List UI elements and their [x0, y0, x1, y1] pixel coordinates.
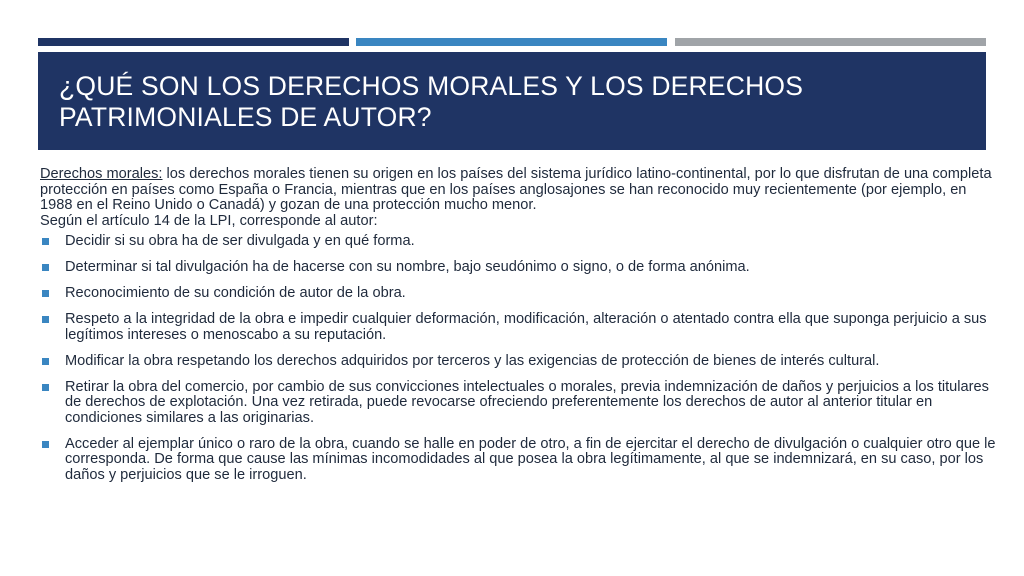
list-item — [40, 312, 1002, 343]
square-bullet-icon — [42, 441, 49, 448]
list-item-text: Acceder al ejemplar único o raro de la obra, cuando se halle en poder de otro, a fin de ejercitar el derecho de divulgación o cualquier otro que le corresponda. De forma que cause las mínimas incomodidades al que posea la obra legítimamente, al que se indemnizará, en su caso, por los daños y perjuicios que se le irroguen. — [65, 435, 996, 483]
list-item — [40, 437, 1002, 484]
square-bullet-icon — [42, 264, 49, 271]
list-item-text: Decidir si su obra ha de ser divulgada y en qué forma. — [65, 233, 415, 249]
list-item — [40, 380, 1002, 427]
intro-lead: Según el artículo 14 de la LPI, corresponde al autor: — [40, 212, 378, 229]
slide-title: ¿QUÉ SON LOS DERECHOS MORALES Y LOS DERECHOS PATRIMONIALES DE AUTOR? — [59, 71, 804, 132]
header-accent-bars — [38, 38, 986, 46]
list-item — [40, 286, 1002, 302]
list-item-text: Reconocimiento de su condición de autor de la obra. — [65, 285, 406, 301]
list-item — [40, 234, 1002, 250]
slide-body — [40, 167, 1002, 494]
square-bullet-icon — [42, 290, 49, 297]
intro-paragraph — [40, 167, 1002, 229]
rights-list — [40, 234, 1002, 483]
accent-bar-dark-blue — [38, 38, 349, 46]
accent-bar-gray — [675, 38, 986, 46]
list-item-text: Modificar la obra respetando los derechos adquiridos por terceros y las exigencias de protección de bienes de interés cultural. — [65, 352, 880, 369]
accent-bar-light-blue — [356, 38, 667, 46]
list-item — [40, 260, 1002, 276]
list-item — [40, 354, 1002, 370]
square-bullet-icon — [42, 316, 49, 323]
intro-term: Derechos morales: — [40, 166, 163, 182]
title-banner — [38, 52, 986, 150]
list-item-text: Retirar la obra del comercio, por cambio de sus convicciones intelectuales o morales, previa indemnización de daños y perjuicios a los titulares de derechos de explotación. Una vez retirada, puede revocarse ofreciendo preferentemente los derechos de autor al anterior titular en condiciones similares a las originarias. — [65, 378, 989, 426]
square-bullet-icon — [42, 238, 49, 245]
list-item-text: Determinar si tal divulgación ha de hacerse con su nombre, bajo seudónimo o signo, o de forma anónima. — [65, 259, 750, 275]
intro-text: los derechos morales tienen su origen en los países del sistema jurídico latino-continental, por lo que disfrutan de una completa protección en países como España o Francia, mientras que en los países anglosajones se han reconocido muy recientemente (por ejemplo, en 1988 en el Reino Unido o Canadá) y gozan de una protección mucho menor. — [40, 166, 992, 213]
list-item-text: Respeto a la integridad de la obra e impedir cualquier deformación, modificación, alteración o atentado contra ella que suponga perjuicio a sus legítimos intereses o menoscabo a su reputación. — [65, 311, 987, 343]
square-bullet-icon — [42, 358, 49, 365]
square-bullet-icon — [42, 384, 49, 391]
